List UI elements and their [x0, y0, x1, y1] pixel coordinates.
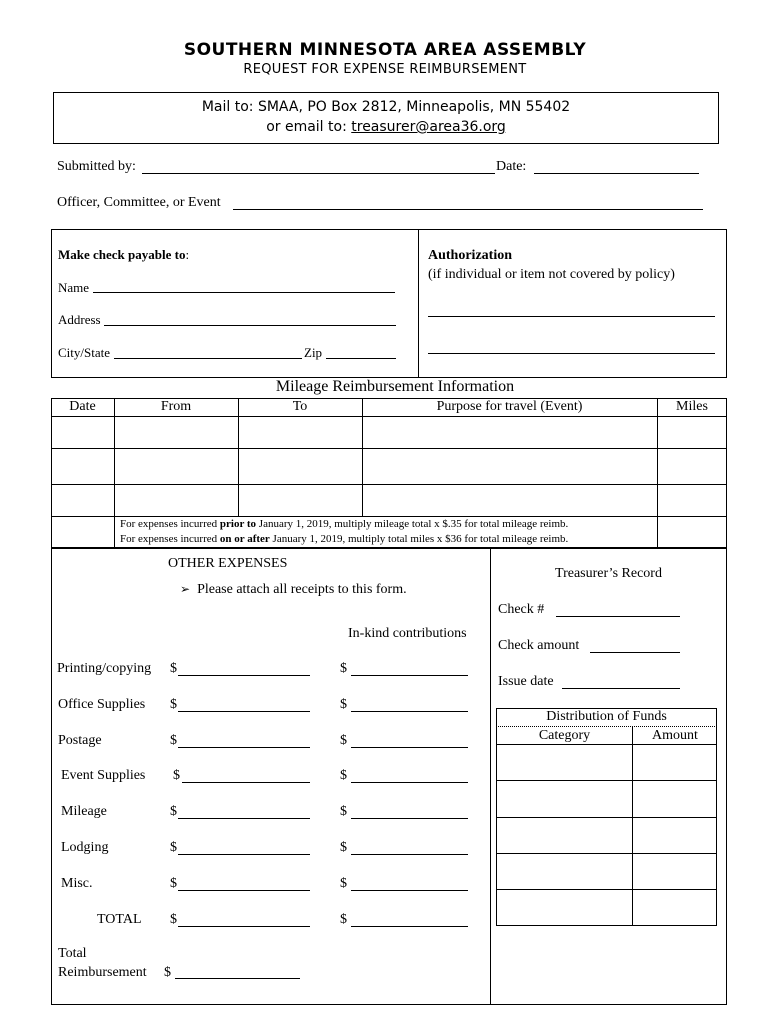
zip-label: Zip — [304, 345, 323, 360]
expense-label-lodging: Lodging — [61, 840, 109, 855]
expense-label-printing-copying: Printing/copying — [57, 661, 152, 676]
expense-label-misc: Misc. — [61, 876, 93, 891]
payee-divider — [418, 229, 419, 378]
expense-currency: $ — [170, 912, 177, 927]
mileage-row-divider — [51, 484, 727, 485]
expense-label-mileage: Mileage — [61, 804, 107, 819]
payable-heading: Make check payable to: — [58, 247, 190, 262]
mileage-col-divider — [657, 398, 658, 548]
distribution-row-divider — [496, 889, 717, 890]
inkind-amount-field-postage[interactable] — [351, 747, 468, 748]
expense-amount-field-lodging[interactable] — [178, 854, 310, 855]
name-label: Name — [58, 280, 90, 295]
distribution-row-divider — [496, 817, 717, 818]
officer-field[interactable] — [233, 209, 703, 210]
authorization-heading: Authorization — [428, 248, 512, 263]
mileage-row-divider — [51, 516, 727, 517]
expense-currency: $ — [170, 697, 177, 712]
submitted-by-label: Submitted by: — [57, 159, 136, 174]
expense-label-office-supplies: Office Supplies — [58, 697, 146, 712]
authorization-signature-2[interactable] — [428, 353, 715, 354]
inkind-heading: In-kind contributions — [348, 626, 467, 641]
mileage-col-to: To — [292, 399, 308, 414]
distribution-col-divider — [632, 727, 633, 926]
inkind-amount-field-event-supplies[interactable] — [351, 782, 468, 783]
expense-label-total: TOTAL — [97, 912, 142, 927]
name-field[interactable] — [93, 292, 395, 293]
inkind-amount-field-misc[interactable] — [351, 890, 468, 891]
mileage-col-date: Date — [69, 399, 96, 414]
distribution-row-divider — [496, 780, 717, 781]
mileage-col-from: From — [160, 399, 192, 414]
expense-amount-field-misc[interactable] — [178, 890, 310, 891]
inkind-currency: $ — [340, 840, 347, 855]
expense-currency: $ — [170, 840, 177, 855]
mileage-row-divider — [51, 448, 727, 449]
check-amount-label: Check amount — [498, 638, 580, 653]
mileage-note-after: For expenses incurred on or after January 1, 2019, multiply total miles x $36 for total mileage reimb. — [120, 533, 569, 545]
mileage-title: Mileage Reimbursement Information — [275, 378, 515, 395]
inkind-currency: $ — [340, 733, 347, 748]
form-title: SOUTHERN MINNESOTA AREA ASSEMBLY — [183, 40, 587, 60]
expense-amount-field-postage[interactable] — [178, 747, 310, 748]
distribution-row-divider — [496, 853, 717, 854]
arrow-bullet-icon: ➢ — [180, 582, 191, 596]
inkind-amount-field-mileage[interactable] — [351, 818, 468, 819]
distribution-col-category: Category — [538, 728, 591, 743]
address-field[interactable] — [104, 325, 396, 326]
mileage-col-miles: Miles — [676, 399, 708, 414]
inkind-amount-field-office-supplies[interactable] — [351, 711, 468, 712]
expense-currency: $ — [173, 768, 180, 783]
mail-address: Mail to: SMAA, PO Box 2812, Minneapolis, MN 55402 — [201, 99, 571, 115]
inkind-currency: $ — [340, 876, 347, 891]
email-link[interactable]: treasurer@area36.org — [351, 119, 506, 135]
distribution-header-divider — [496, 744, 717, 745]
mileage-col-divider — [114, 398, 115, 548]
expense-currency: $ — [170, 804, 177, 819]
address-label: Address — [58, 312, 101, 327]
inkind-currency: $ — [340, 912, 347, 927]
zip-field[interactable] — [326, 358, 396, 359]
distribution-title: Distribution of Funds — [546, 709, 667, 724]
issue-date-label: Issue date — [498, 674, 554, 689]
total-reimbursement-label-2: Reimbursement — [58, 965, 147, 980]
total-reimbursement-currency: $ — [164, 965, 171, 980]
distribution-title-divider — [496, 726, 717, 727]
attach-receipts: ➢ Please attach all receipts to this form. — [180, 582, 407, 597]
inkind-currency: $ — [340, 768, 347, 783]
expense-currency: $ — [170, 876, 177, 891]
inkind-currency: $ — [340, 697, 347, 712]
expense-amount-field-total[interactable] — [178, 926, 310, 927]
expense-currency: $ — [170, 733, 177, 748]
inkind-amount-field-printing-copying[interactable] — [351, 675, 468, 676]
citystate-label: City/State — [58, 345, 110, 360]
mail-to-box — [53, 92, 719, 144]
issue-date-field[interactable] — [562, 688, 680, 689]
treasurer-divider — [490, 548, 491, 1005]
expense-amount-field-event-supplies[interactable] — [182, 782, 310, 783]
date-label: Date: — [496, 159, 527, 174]
expense-currency: $ — [170, 661, 177, 676]
authorization-signature-1[interactable] — [428, 316, 715, 317]
expense-label-event-supplies: Event Supplies — [61, 768, 146, 783]
total-reimbursement-field[interactable] — [175, 978, 300, 979]
inkind-currency: $ — [340, 804, 347, 819]
email-line: or email to: treasurer@area36.org — [266, 119, 506, 135]
other-expenses-heading: OTHER EXPENSES — [168, 556, 288, 571]
mileage-note-prior: For expenses incurred prior to January 1, 2019, multiply mileage total x $.35 for total mileage reimb. — [120, 518, 569, 530]
check-number-label: Check # — [498, 602, 545, 617]
date-field[interactable] — [534, 173, 699, 174]
distribution-col-amount: Amount — [652, 728, 698, 743]
citystate-field[interactable] — [114, 358, 302, 359]
form-subtitle: REQUEST FOR EXPENSE REIMBURSEMENT — [243, 62, 527, 77]
inkind-currency: $ — [340, 661, 347, 676]
check-number-field[interactable] — [556, 616, 680, 617]
total-reimbursement-label-1: Total — [58, 946, 87, 961]
expense-amount-field-office-supplies[interactable] — [178, 711, 310, 712]
officer-label: Officer, Committee, or Event — [57, 195, 221, 210]
inkind-amount-field-total[interactable] — [351, 926, 468, 927]
treasurer-heading: Treasurer’s Record — [555, 566, 662, 581]
expense-amount-field-printing-copying[interactable] — [178, 675, 310, 676]
mileage-col-purpose: Purpose for travel (Event) — [436, 399, 583, 414]
mileage-header-divider — [51, 416, 727, 417]
inkind-amount-field-lodging[interactable] — [351, 854, 468, 855]
submitted-by-field[interactable] — [142, 173, 495, 174]
expense-label-postage: Postage — [58, 733, 102, 748]
authorization-note: (if individual or item not covered by policy) — [428, 267, 675, 282]
check-amount-field[interactable] — [590, 652, 680, 653]
expense-amount-field-mileage[interactable] — [178, 818, 310, 819]
